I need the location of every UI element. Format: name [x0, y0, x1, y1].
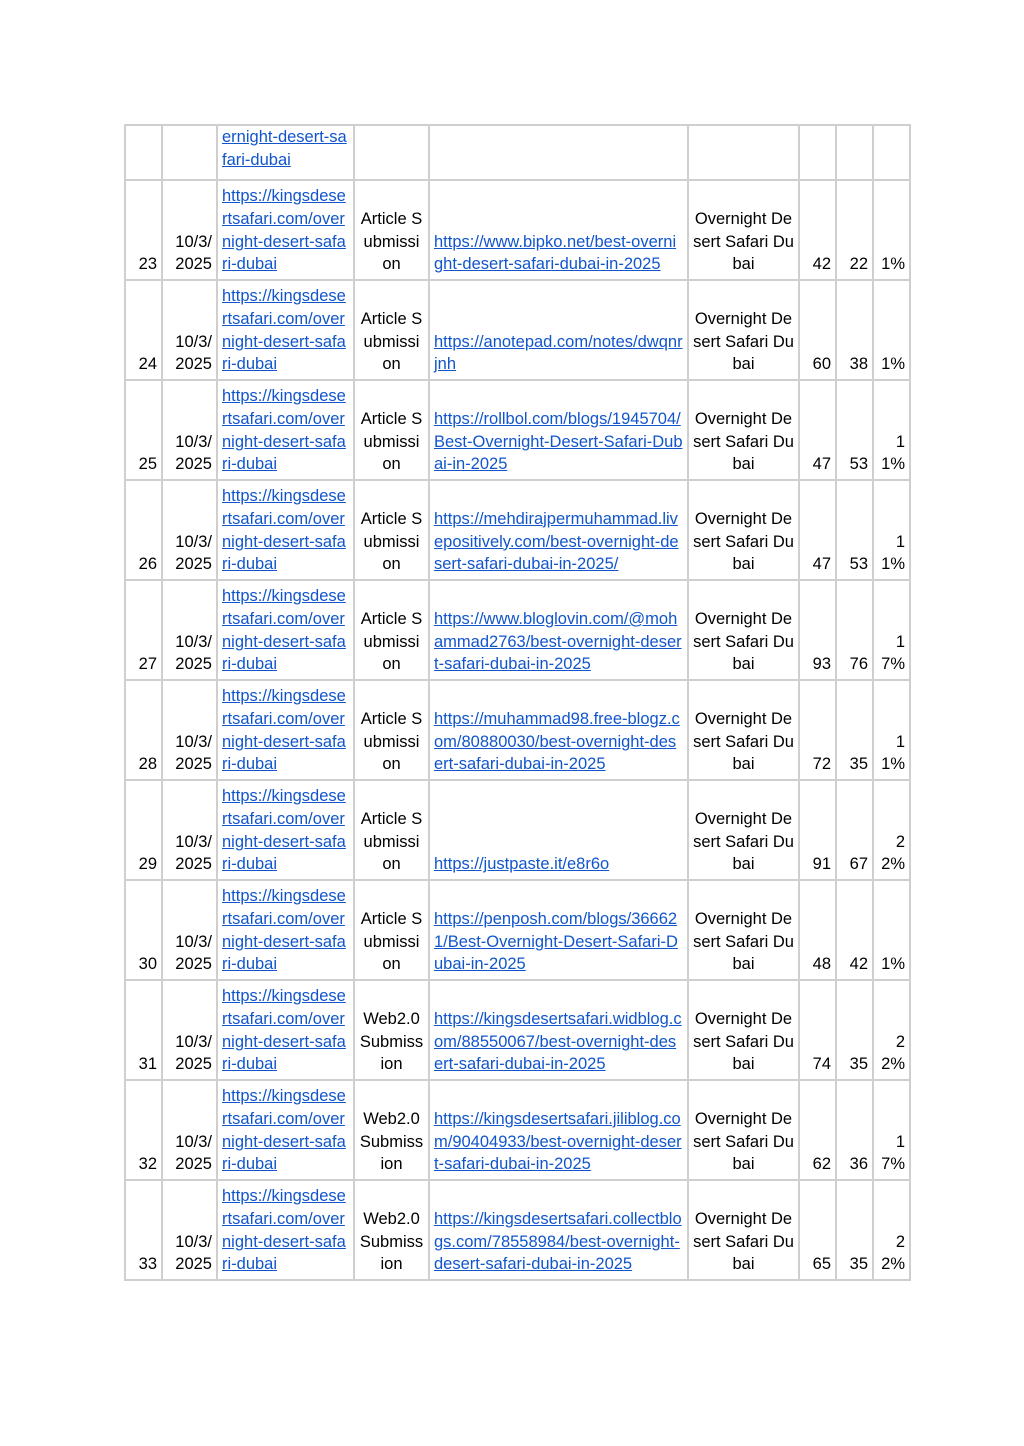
cell-submission-type: [354, 880, 429, 980]
row-number: 31: [138, 1055, 157, 1074]
value-2: 22: [849, 255, 868, 274]
percent-value: 22%: [881, 1032, 905, 1074]
submission-url-link[interactable]: https://rollbol.com/blogs/1945704/Best-Overnight-Desert-Safari-Dubai-in-2025: [434, 409, 683, 474]
percent-value: 11%: [881, 532, 905, 574]
percent-value: 11%: [881, 732, 905, 774]
row-date: 10/3/2025: [175, 232, 212, 274]
table-row: [125, 980, 910, 1080]
cell-keyword: [688, 380, 799, 480]
cell-number: [125, 1180, 162, 1280]
keyword-text: Overnight Desert Safari Dubai: [693, 609, 794, 674]
cell-date: [162, 980, 217, 1080]
cell-date: [162, 380, 217, 480]
table-row: [125, 780, 910, 880]
row-number: 30: [138, 955, 157, 974]
cell-number: [125, 780, 162, 880]
value-2: 35: [849, 1055, 868, 1074]
cell-percent: [873, 1080, 910, 1180]
row-number: 29: [138, 855, 157, 874]
cell-target-url: [217, 680, 354, 780]
table-row: [125, 380, 910, 480]
cell-keyword: [688, 480, 799, 580]
value-1: 42: [812, 255, 831, 274]
cell-target-url: [217, 780, 354, 880]
cell-value-1: [799, 125, 836, 180]
cell-percent: [873, 480, 910, 580]
cell-target-url: [217, 280, 354, 380]
cell-submission-url: [429, 680, 688, 780]
cell-target-url: [217, 580, 354, 680]
cell-target-url: [217, 1180, 354, 1280]
row-number: 24: [138, 355, 157, 374]
cell-percent: [873, 280, 910, 380]
cell-keyword: [688, 1080, 799, 1180]
cell-submission-url: [429, 1180, 688, 1280]
cell-target-url: [217, 880, 354, 980]
keyword-text: Overnight Desert Safari Dubai: [693, 209, 794, 274]
submission-url-link[interactable]: https://penposh.com/blogs/366621/Best-Overnight-Desert-Safari-Dubai-in-2025: [434, 909, 678, 974]
cell-value-1: [799, 580, 836, 680]
table-row: [125, 280, 910, 380]
table-row: [125, 180, 910, 280]
value-1: 93: [812, 655, 831, 674]
submission-url-link[interactable]: https://muhammad98.free-blogz.com/80880030/best-overnight-desert-safari-dubai-in-2025: [434, 709, 680, 774]
cell-submission-url: [429, 780, 688, 880]
cell-submission-url: [429, 380, 688, 480]
value-1: 47: [812, 455, 831, 474]
target-url-link[interactable]: https://kingsdesertsafari.com/overnight-desert-safari-dubai: [222, 1187, 346, 1274]
row-number: 28: [138, 755, 157, 774]
cell-target-url: [217, 380, 354, 480]
cell-target-url: [217, 980, 354, 1080]
cell-number: [125, 1080, 162, 1180]
cell-value-2: [836, 180, 873, 280]
cell-number: [125, 680, 162, 780]
target-url-link[interactable]: https://kingsdesertsafari.com/overnight-desert-safari-dubai: [222, 387, 346, 474]
cell-keyword: [688, 580, 799, 680]
cell-date: [162, 280, 217, 380]
cell-date: [162, 1080, 217, 1180]
table-row: [125, 1180, 910, 1280]
cell-percent: [873, 125, 910, 180]
cell-date: [162, 780, 217, 880]
row-date: 10/3/2025: [175, 732, 212, 774]
value-2: 67: [849, 855, 868, 874]
table-row: [125, 1080, 910, 1180]
keyword-text: Overnight Desert Safari Dubai: [693, 309, 794, 374]
cell-keyword: [688, 880, 799, 980]
cell-value-2: [836, 480, 873, 580]
cell-value-2: [836, 680, 873, 780]
cell-date: [162, 680, 217, 780]
value-2: 35: [849, 1255, 868, 1274]
cell-keyword: [688, 280, 799, 380]
percent-value: 22%: [881, 832, 905, 874]
row-number: 32: [138, 1155, 157, 1174]
target-url-link[interactable]: https://kingsdesertsafari.com/overnight-desert-safari-dubai: [222, 487, 346, 574]
keyword-text: Overnight Desert Safari Dubai: [693, 1009, 794, 1074]
cell-submission-url: [429, 580, 688, 680]
cell-submission-url: [429, 280, 688, 380]
cell-value-2: [836, 980, 873, 1080]
table-row: [125, 680, 910, 780]
row-date: 10/3/2025: [175, 432, 212, 474]
cell-target-url: [217, 480, 354, 580]
target-url-link[interactable]: https://kingsdesertsafari.com/overnight-desert-safari-dubai: [222, 887, 346, 974]
submission-type: Article Submission: [360, 709, 423, 774]
cell-number: [125, 125, 162, 180]
target-url-link[interactable]: https://kingsdesertsafari.com/overnight-desert-safari-dubai: [222, 687, 346, 774]
cell-number: [125, 280, 162, 380]
cell-submission-type: [354, 125, 429, 180]
cell-submission-type: [354, 480, 429, 580]
cell-number: [125, 180, 162, 280]
percent-value: 1%: [881, 955, 905, 974]
value-2: 53: [849, 455, 868, 474]
row-date: 10/3/2025: [175, 332, 212, 374]
submission-url-link[interactable]: https://www.bipko.net/best-overnight-desert-safari-dubai-in-2025: [434, 232, 677, 274]
cell-keyword: [688, 680, 799, 780]
value-2: 35: [849, 755, 868, 774]
cell-submission-url: [429, 125, 688, 180]
submission-type: Article Submission: [360, 409, 423, 474]
cell-percent: [873, 780, 910, 880]
submission-url-link[interactable]: https://anotepad.com/notes/dwqnrjnh: [434, 332, 683, 374]
cell-number: [125, 480, 162, 580]
percent-value: 17%: [881, 632, 905, 674]
cell-submission-url: [429, 880, 688, 980]
value-1: 60: [812, 355, 831, 374]
cell-target-url: [217, 1080, 354, 1180]
keyword-text: Overnight Desert Safari Dubai: [693, 809, 794, 874]
keyword-text: Overnight Desert Safari Dubai: [693, 1109, 794, 1174]
submission-url-link[interactable]: https://www.bloglovin.com/@mohammad2763/best-overnight-desert-safari-dubai-in-2025: [434, 609, 682, 674]
submission-type: Article Submission: [360, 509, 423, 574]
keyword-text: Overnight Desert Safari Dubai: [693, 1209, 794, 1274]
cell-number: [125, 380, 162, 480]
submission-url-link[interactable]: https://kingsdesertsafari.jiliblog.com/90404933/best-overnight-desert-safari-dubai-in-2025: [434, 1109, 682, 1174]
cell-keyword: [688, 1180, 799, 1280]
cell-date: [162, 580, 217, 680]
table-body: [125, 125, 910, 1280]
cell-submission-type: [354, 280, 429, 380]
cell-value-1: [799, 380, 836, 480]
cell-date: [162, 880, 217, 980]
cell-value-1: [799, 780, 836, 880]
value-2: 36: [849, 1155, 868, 1174]
cell-percent: [873, 380, 910, 480]
cell-submission-type: [354, 780, 429, 880]
value-1: 48: [812, 955, 831, 974]
cell-value-1: [799, 980, 836, 1080]
cell-number: [125, 980, 162, 1080]
submission-type: Article Submission: [360, 609, 423, 674]
cell-submission-type: [354, 1080, 429, 1180]
cell-submission-type: [354, 1180, 429, 1280]
submission-type: Article Submission: [360, 909, 423, 974]
value-1: 65: [812, 1255, 831, 1274]
row-date: 10/3/2025: [175, 832, 212, 874]
value-1: 62: [812, 1155, 831, 1174]
keyword-text: Overnight Desert Safari Dubai: [693, 509, 794, 574]
percent-value: 17%: [881, 1132, 905, 1174]
percent-value: 1%: [881, 255, 905, 274]
table-row-continued: [125, 125, 910, 180]
cell-target-url: [217, 180, 354, 280]
cell-date: [162, 1180, 217, 1280]
row-date: 10/3/2025: [175, 532, 212, 574]
cell-value-1: [799, 480, 836, 580]
cell-value-2: [836, 1180, 873, 1280]
submission-url-link[interactable]: https://kingsdesertsafari.widblog.com/88550067/best-overnight-desert-safari-dubai-in-2025: [434, 1009, 682, 1074]
submission-url-link[interactable]: https://kingsdesertsafari.collectblogs.com/78558984/best-overnight-desert-safari-dubai-in-2025: [434, 1209, 682, 1274]
row-date: 10/3/2025: [175, 932, 212, 974]
cell-value-1: [799, 1180, 836, 1280]
target-url-link[interactable]: https://kingsdesertsafari.com/overnight-desert-safari-dubai: [222, 287, 346, 374]
value-1: 72: [812, 755, 831, 774]
value-2: 38: [849, 355, 868, 374]
cell-percent: [873, 580, 910, 680]
cell-submission-url: [429, 480, 688, 580]
submission-type: Web2.0 Submission: [359, 1209, 424, 1274]
table-row: [125, 880, 910, 980]
cell-value-1: [799, 180, 836, 280]
submission-type: Web2.0 Submission: [359, 1009, 424, 1074]
cell-value-2: [836, 380, 873, 480]
cell-value-2: [836, 580, 873, 680]
cell-keyword: [688, 780, 799, 880]
cell-keyword: [688, 180, 799, 280]
target-url-link[interactable]: https://kingsdesertsafari.com/overnight-desert-safari-dubai: [222, 987, 346, 1074]
cell-date: [162, 480, 217, 580]
percent-value: 11%: [881, 432, 905, 474]
cell-value-2: [836, 1080, 873, 1180]
cell-value-2: [836, 125, 873, 180]
cell-value-1: [799, 680, 836, 780]
table-row: [125, 580, 910, 680]
percent-value: 22%: [881, 1232, 905, 1274]
cell-percent: [873, 180, 910, 280]
cell-number: [125, 580, 162, 680]
cell-percent: [873, 880, 910, 980]
cell-submission-type: [354, 680, 429, 780]
table-row: [125, 480, 910, 580]
keyword-text: Overnight Desert Safari Dubai: [693, 409, 794, 474]
row-number: 25: [138, 455, 157, 474]
cell-submission-type: [354, 980, 429, 1080]
value-1: 47: [812, 555, 831, 574]
row-number: 27: [138, 655, 157, 674]
submission-type: Article Submission: [360, 309, 423, 374]
submission-url-link[interactable]: https://justpaste.it/e8r6o: [434, 855, 610, 874]
cell-percent: [873, 1180, 910, 1280]
cell-date: [162, 180, 217, 280]
value-1: 74: [812, 1055, 831, 1074]
cell-submission-url: [429, 980, 688, 1080]
row-number: 26: [138, 555, 157, 574]
cell-submission-type: [354, 180, 429, 280]
cell-value-2: [836, 880, 873, 980]
cell-keyword: [688, 125, 799, 180]
cell-number: [125, 880, 162, 980]
cell-value-1: [799, 280, 836, 380]
backlink-table: [124, 124, 911, 1281]
target-url-link[interactable]: https://kingsdesertsafari.com/overnight-desert-safari-dubai: [222, 587, 346, 674]
cell-target-url: [217, 125, 354, 180]
row-number: 23: [138, 255, 157, 274]
cell-submission-url: [429, 180, 688, 280]
row-date: 10/3/2025: [175, 1232, 212, 1274]
target-url-link[interactable]: https://kingsdesertsafari.com/overnight-desert-safari-dubai: [222, 1087, 346, 1174]
row-date: 10/3/2025: [175, 632, 212, 674]
cell-value-1: [799, 880, 836, 980]
target-url-link[interactable]: https://kingsdesertsafari.com/overnight-desert-safari-dubai: [222, 787, 346, 874]
cell-value-2: [836, 780, 873, 880]
cell-submission-type: [354, 580, 429, 680]
cell-percent: [873, 680, 910, 780]
submission-type: Article Submission: [360, 809, 423, 874]
cell-submission-url: [429, 1080, 688, 1180]
value-2: 42: [849, 955, 868, 974]
target-url-link[interactable]: https://kingsdesertsafari.com/overnight-desert-safari-dubai: [222, 187, 346, 274]
row-number: 33: [138, 1255, 157, 1274]
submission-type: Web2.0 Submission: [359, 1109, 424, 1174]
target-url-link[interactable]: ernight-desert-safari-dubai: [222, 128, 347, 169]
cell-keyword: [688, 980, 799, 1080]
row-date: 10/3/2025: [175, 1132, 212, 1174]
submission-url-link[interactable]: https://mehdirajpermuhammad.livepositively.com/best-overnight-desert-safari-dubai-in-2025/: [434, 509, 679, 574]
value-2: 76: [849, 655, 868, 674]
keyword-text: Overnight Desert Safari Dubai: [693, 909, 794, 974]
value-2: 53: [849, 555, 868, 574]
cell-value-2: [836, 280, 873, 380]
keyword-text: Overnight Desert Safari Dubai: [693, 709, 794, 774]
percent-value: 1%: [881, 355, 905, 374]
cell-percent: [873, 980, 910, 1080]
cell-date: [162, 125, 217, 180]
row-date: 10/3/2025: [175, 1032, 212, 1074]
submission-type: Article Submission: [360, 209, 423, 274]
cell-submission-type: [354, 380, 429, 480]
cell-value-1: [799, 1080, 836, 1180]
value-1: 91: [812, 855, 831, 874]
